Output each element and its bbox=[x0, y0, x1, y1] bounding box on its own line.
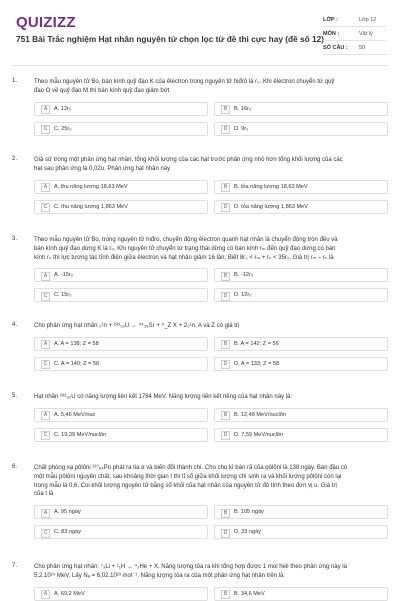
option-letter: B bbox=[221, 272, 230, 281]
option-text: A. 12r₀ bbox=[54, 105, 72, 112]
option-text: A. A = 138; Z = 58 bbox=[54, 340, 99, 347]
answer-option-d[interactable] bbox=[214, 357, 388, 371]
answer-option-b[interactable] bbox=[214, 268, 388, 282]
answer-option-b[interactable] bbox=[214, 408, 388, 422]
option-letter: C bbox=[41, 529, 50, 538]
meta-row-count bbox=[323, 41, 387, 55]
answer-option-d[interactable] bbox=[214, 288, 388, 302]
meta-label: SỐ CÂU : bbox=[323, 44, 348, 51]
meta-label: LỚP : bbox=[323, 16, 338, 23]
option-letter: C bbox=[41, 360, 50, 369]
option-letter: A bbox=[41, 183, 50, 192]
answer-option-a[interactable] bbox=[34, 408, 208, 422]
option-letter: C bbox=[41, 125, 50, 134]
option-letter: D bbox=[221, 360, 230, 369]
option-text: D. 9r₀ bbox=[234, 125, 249, 132]
answer-option-a[interactable] bbox=[34, 337, 208, 351]
option-text: D. 12r₀ bbox=[234, 292, 252, 299]
question-text-line: đạo O về quỹ đạo M thì bán kính quỹ đạo giảm bớt bbox=[34, 87, 170, 94]
question-text-line: 5,2.10²⁴ MeV. Lấy Nₐ = 6,02.10²³ mol⁻¹. Năng lượng tỏa ra của một phản ứng hạt nhân trên là: bbox=[34, 572, 286, 579]
option-letter: B bbox=[221, 105, 230, 114]
answer-option-a[interactable] bbox=[34, 505, 208, 519]
meta-row-subject bbox=[323, 27, 387, 41]
question-text bbox=[34, 236, 388, 262]
answer-option-a[interactable] bbox=[34, 587, 208, 601]
option-letter: A bbox=[41, 340, 50, 349]
answer-option-c[interactable] bbox=[34, 428, 208, 442]
answer-option-d[interactable] bbox=[214, 525, 388, 539]
question-number: 6. bbox=[12, 464, 18, 470]
option-text: C. thu năng lượng 1,863 MeV bbox=[54, 203, 128, 210]
answer-option-c[interactable] bbox=[34, 288, 208, 302]
option-text: A. 95 ngày bbox=[54, 509, 81, 516]
question-number: 5. bbox=[12, 393, 18, 399]
option-letter: B bbox=[221, 590, 230, 599]
option-letter: A bbox=[41, 272, 50, 281]
option-text: B. 105 ngày bbox=[234, 509, 264, 516]
question-text-line: Giả sử trong một phản ứng hạt nhân, tổng khối lượng của các hạt trước phản ứng nhỏ hơn tổng khối lượng của các bbox=[34, 157, 343, 163]
option-text: D. A = 133; Z = 58 bbox=[234, 360, 280, 367]
answer-option-a[interactable] bbox=[34, 268, 208, 282]
option-text: B. A = 142; Z = 56 bbox=[234, 340, 279, 347]
question-text-line: Chất phóng xạ pôlôni ²¹⁰₈₄Po phát ra tia α và biến đổi thành chì. Cho chu kì bán rã của pôlôni là 138 ngày. Ban đầu có bbox=[34, 465, 348, 471]
answer-option-b[interactable] bbox=[214, 587, 388, 601]
meta-value: 50 bbox=[359, 44, 366, 51]
option-text: B. tỏa năng lượng 18,63 MeV bbox=[234, 183, 308, 190]
meta-row-class bbox=[323, 13, 387, 27]
answer-option-b[interactable] bbox=[214, 180, 388, 194]
answer-option-c[interactable] bbox=[34, 122, 208, 136]
option-text: B. 12,48 MeV/nuclôn bbox=[234, 411, 286, 418]
option-letter: D bbox=[221, 125, 230, 134]
option-letter: B bbox=[221, 411, 230, 420]
option-letter: B bbox=[221, 183, 230, 192]
option-letter: B bbox=[221, 509, 230, 518]
question-number: 1. bbox=[12, 78, 18, 84]
answer-option-d[interactable] bbox=[214, 200, 388, 214]
option-letter: C bbox=[41, 292, 50, 301]
answer-option-c[interactable] bbox=[34, 357, 208, 371]
option-text: A. 5,46 MeV/nuc bbox=[54, 411, 96, 418]
question-text-line: của t là bbox=[34, 491, 54, 498]
answer-option-c[interactable] bbox=[34, 525, 208, 539]
option-letter: A bbox=[41, 590, 50, 599]
page-title: 751 Bài Trắc nghiệm Hạt nhân nguyên tử chọn lọc từ đề thi cực hay (đề số 12) bbox=[16, 34, 325, 44]
question-number: 2. bbox=[12, 156, 18, 162]
option-text: B. 16r₀ bbox=[234, 105, 252, 112]
question-text bbox=[34, 563, 388, 581]
question-text bbox=[34, 156, 388, 174]
answer-option-d[interactable] bbox=[214, 122, 388, 136]
question-text-line: hạt sau phản ứng là 0,02u. Phản ứng hạt nhân này bbox=[34, 165, 171, 172]
answer-option-a[interactable] bbox=[34, 102, 208, 116]
option-letter: A bbox=[41, 411, 50, 420]
option-letter: C bbox=[41, 431, 50, 440]
question-text bbox=[34, 78, 388, 96]
answer-option-d[interactable] bbox=[214, 428, 388, 442]
answer-option-c[interactable] bbox=[34, 200, 208, 214]
question-text-line: bán kính quỹ đạo dừng K là r₀. Khi nguyên tử chuyển từ trạng thái dừng có bán kính rₘ đến quỹ đạo dừng có bán bbox=[34, 245, 336, 252]
option-text: C. 15r₀ bbox=[54, 292, 72, 299]
option-text: A. thu năng lượng 18,63 MeV bbox=[54, 183, 128, 190]
option-text: D. 7,59 MeV/nuclôn bbox=[234, 431, 284, 438]
option-text: D. 33 ngày bbox=[234, 529, 262, 536]
meta-value: Vật lý bbox=[359, 30, 373, 37]
option-text: C. 25r₀ bbox=[54, 125, 72, 132]
meta-value: Lớp 12 bbox=[359, 16, 377, 23]
answer-option-b[interactable] bbox=[214, 337, 388, 351]
question-text bbox=[34, 393, 388, 402]
question-text bbox=[34, 322, 388, 331]
question-text-line: kính rₙ thì lực tương tác tĩnh điện giữa êlectron và hạt nhân giảm 16 lần. Biết 8r₀ < rₘ + rₙ < 35r₀. Giá trị rₘ – rₙ là bbox=[34, 254, 334, 261]
question-text-line: một mẫu pôlôni nguyên chất, sau khoảng thời gian t thì tỉ số giữa khối lượng chì sinh ra và khối lượng pôlôni còn lại bbox=[34, 473, 342, 480]
question-text bbox=[34, 464, 388, 499]
option-letter: C bbox=[41, 203, 50, 212]
question-number: 3. bbox=[12, 236, 18, 242]
question-number: 4. bbox=[12, 322, 18, 328]
meta-info bbox=[323, 13, 387, 55]
question-text-line: trong mẫu là 0,6. Coi khối lượng nguyên tử bằng số khối của hạt nhân của nguyên tử đó tính theo đơn vị u. Giá trị bbox=[34, 482, 337, 489]
option-letter: D bbox=[221, 203, 230, 212]
option-letter: B bbox=[221, 340, 230, 349]
answer-option-b[interactable] bbox=[214, 102, 388, 116]
header-divider bbox=[12, 65, 388, 66]
header bbox=[0, 0, 400, 62]
option-letter: A bbox=[41, 509, 50, 518]
option-text: A. 69,2 MeV bbox=[54, 590, 85, 597]
question-text-line: Hạt nhân ²³⁵₉₂U có năng lượng liên kết 1784 MeV. Năng lượng liên kết riêng của hạt nhân này là: bbox=[34, 394, 293, 400]
option-text: A. -15r₀ bbox=[54, 272, 74, 279]
option-text: D. tỏa năng lượng 1,863 MeV bbox=[234, 203, 308, 210]
option-letter: D bbox=[221, 529, 230, 538]
question-text-line: Cho phản ứng hạt nhân: ⁷₃Li + ¹₁H → ⁴₂He + X. Năng lượng tỏa ra khi tổng hợp được 1 mol heli theo phản ứng này là bbox=[34, 564, 347, 570]
option-text: C. A = 140; Z = 58 bbox=[54, 360, 100, 367]
meta-label: MÔN : bbox=[323, 30, 340, 37]
answer-option-a[interactable] bbox=[34, 180, 208, 194]
option-letter: D bbox=[221, 292, 230, 301]
option-letter: D bbox=[221, 431, 230, 440]
question-text-line: Theo mẫu nguyên tử Bo, trong nguyên tử hiđro, chuyển động êlectron quanh hạt nhân là chuyển động tròn đều và bbox=[34, 237, 338, 243]
option-text: B. 34,6 MeV bbox=[234, 590, 265, 597]
question-number: 7. bbox=[12, 563, 18, 569]
option-text: C. 19,39 MeV/nuclôn bbox=[54, 431, 107, 438]
answer-option-b[interactable] bbox=[214, 505, 388, 519]
option-text: B. -12r₀ bbox=[234, 272, 254, 279]
quizizz-logo: QUIZIZZ bbox=[16, 14, 76, 31]
option-text: C. 83 ngày bbox=[54, 529, 82, 536]
question-text-line: Cho phản ứng hạt nhân ₀¹n + ²³⁵₉₂U → ⁹⁴₃₈Sr + ᴬ_Z X + 2₀¹n. A và Z có giá trị bbox=[34, 323, 240, 329]
option-letter: A bbox=[41, 105, 50, 114]
question-text-line: Theo mẫu nguyên tử Bo, bán kính quỹ đạo K của êlectron trong nguyên tử hiđrô là r₀. Khi êlectron chuyển từ quỹ bbox=[34, 79, 335, 85]
